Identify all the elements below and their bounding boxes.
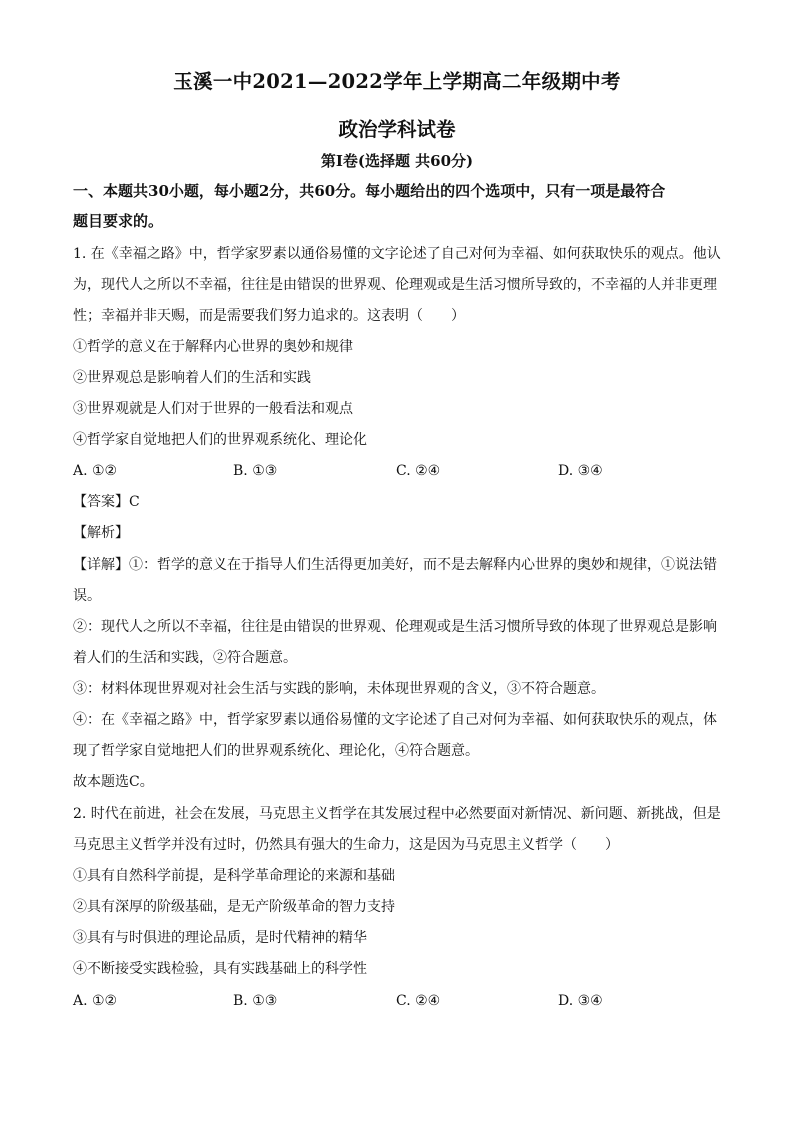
- q2-stem-line-2: 马克思主义哲学并没有过时，仍然具有强大的生命力，这是因为马克思主义哲学（ ）: [73, 837, 619, 853]
- q1-stem-line-3: 性；幸福并非天赐，而是需要我们努力追求的。这表明（ ）: [73, 308, 465, 324]
- q2-stem-line-1: 2. 时代在前进，社会在发展，马克思主义哲学在其发展过程中必然要面对新情况、新问题、新挑战，但是: [73, 806, 721, 822]
- q1-stem-line-1: 1. 在《幸福之路》中，哲学家罗素以通俗易懂的文字论述了自己对何为幸福、如何获取快乐的观点。他认: [73, 246, 721, 262]
- q2-item-1: ①具有自然科学前提，是科学革命理论的来源和基础: [73, 868, 395, 884]
- q1-detail-line-1: 【详解】①：哲学的意义在于指导人们生活得更加美好，而不是去解释内心世界的奥妙和规律，①说法错: [73, 557, 717, 573]
- q1-option-a: A. ①②: [73, 463, 118, 479]
- q1-item-1: ①哲学的意义在于解释内心世界的奥妙和规律: [73, 339, 353, 355]
- q1-option-d: D. ③④: [558, 463, 603, 479]
- exam-subtitle: 政治学科试卷: [338, 118, 456, 141]
- q2-option-c: C. ②④: [396, 993, 441, 1009]
- q1-item-2: ②世界观总是影响着人们的生活和实践: [73, 370, 311, 386]
- q1-item-4: ④哲学家自觉地把人们的世界观系统化、理论化: [73, 432, 367, 448]
- q1-detail-line-8: 故本题选C。: [73, 774, 154, 790]
- q2-item-2: ②具有深厚的阶级基础，是无产阶级革命的智力支持: [73, 899, 395, 915]
- q1-analysis-label: 【解析】: [73, 525, 129, 541]
- q1-detail-line-7: 现了哲学家自觉地把人们的世界观系统化、理论化，④符合题意。: [73, 743, 479, 759]
- q2-option-d: D. ③④: [558, 993, 603, 1009]
- q2-option-b: B. ①③: [233, 993, 278, 1009]
- q1-detail-line-4: 着人们的生活和实践，②符合题意。: [73, 650, 297, 666]
- q1-detail-line-6: ④：在《幸福之路》中，哲学家罗素以通俗易懂的文字论述了自己对何为幸福、如何获取快乐的观点，体: [73, 712, 717, 728]
- q1-detail-line-5: ③：材料体现世界观对社会生活与实践的影响，未体现世界观的含义，③不符合题意。: [73, 681, 605, 697]
- q1-stem-line-2: 为，现代人之所以不幸福，往往是由错误的世界观、伦理观或是生活习惯所导致的，不幸福的人并非更理: [73, 277, 717, 293]
- q2-option-a: A. ①②: [73, 993, 118, 1009]
- q1-detail-line-3: ②：现代人之所以不幸福，往往是由错误的世界观、伦理观或是生活习惯所导致的体现了世界观总是影响: [73, 619, 717, 635]
- q1-option-c: C. ②④: [396, 463, 441, 479]
- q1-answer: 【答案】C: [73, 494, 140, 510]
- q2-item-4: ④不断接受实践检验，具有实践基础上的科学性: [73, 961, 367, 977]
- instructions-line-2: 题目要求的。: [73, 212, 164, 230]
- q1-detail-line-2: 误。: [73, 588, 101, 604]
- instructions-line-1: 一、本题共30小题，每小题2分，共60分。每小题给出的四个选项中，只有一项是最符合: [73, 182, 666, 200]
- exam-title: 玉溪一中2021—2022学年上学期高二年级期中考: [173, 70, 621, 93]
- q1-item-3: ③世界观就是人们对于世界的一般看法和观点: [73, 401, 353, 417]
- q1-option-b: B. ①③: [233, 463, 278, 479]
- part-heading: 第Ⅰ卷(选择题 共60分): [320, 152, 474, 170]
- q2-item-3: ③具有与时俱进的理论品质，是时代精神的精华: [73, 930, 367, 946]
